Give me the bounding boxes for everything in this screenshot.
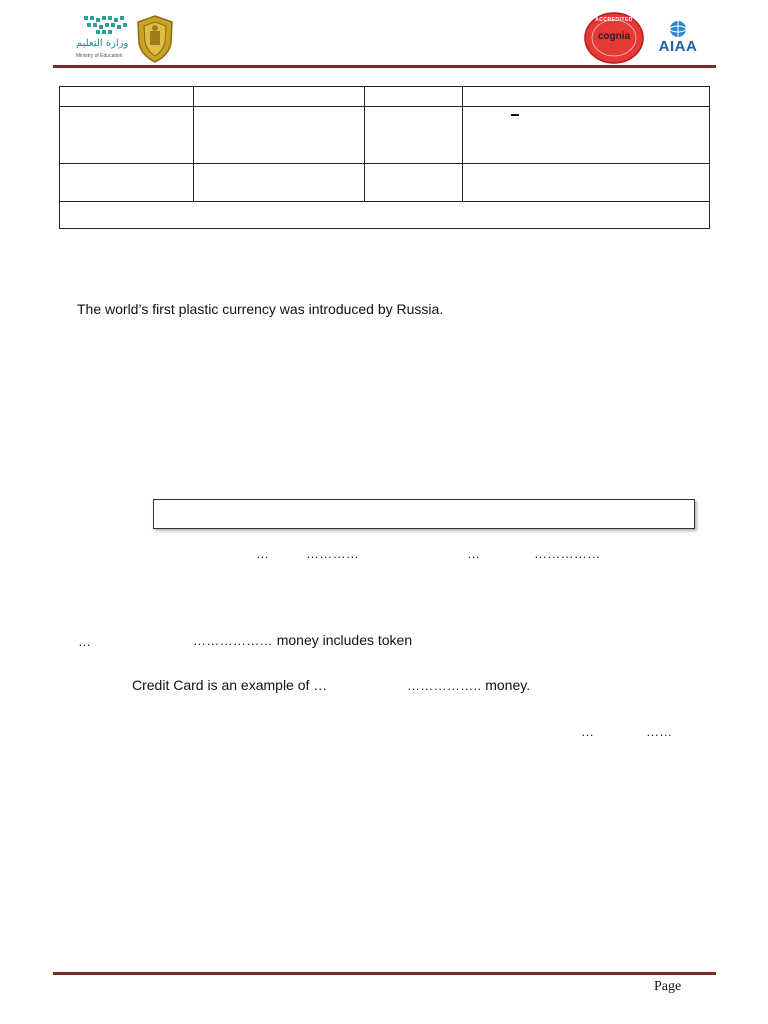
fill-in-sentence: Credit Card is an example of … [132, 677, 328, 693]
word-bank-box [153, 499, 695, 529]
header-rule [53, 65, 716, 68]
ministry-arabic-name: وزارة التعليم [76, 38, 129, 49]
fill-in-sentence [193, 632, 412, 649]
blank-dots: … [256, 546, 270, 561]
true-false-statement: The world’s first plastic currency was introduced by Russia. [77, 301, 444, 317]
blank-dots: ……………… [193, 633, 273, 648]
table-column-divider [364, 87, 365, 201]
page-label: Page [654, 979, 682, 994]
blank-dots: … [78, 634, 92, 649]
sentence-text: money includes token [276, 632, 413, 648]
table-column-divider [193, 87, 194, 201]
sentence-text: money. [485, 677, 531, 693]
ministry-dots-icon [82, 14, 130, 36]
footer-rule [53, 972, 716, 975]
table-row-divider [60, 201, 709, 202]
cognia-name: cognia [597, 31, 631, 42]
fill-in-sentence-end [407, 677, 530, 694]
blank-dots: … [581, 724, 595, 739]
aiaa-name: AIAA [658, 38, 698, 55]
blank-dots: …… [646, 724, 673, 739]
blank-dots: … [467, 546, 481, 561]
cognia-accredited-text: ACCREDITED [595, 17, 633, 23]
ministry-english-name: Ministry of Education [76, 53, 123, 59]
cognia-accreditation-badge [584, 12, 644, 64]
shield-crest-icon [136, 15, 174, 63]
blank-dots: …………… [534, 546, 601, 561]
blank-dots: …………….. [407, 678, 482, 693]
ministry-of-education-logo [74, 10, 132, 62]
globe-icon [652, 20, 704, 38]
table-row-divider [60, 106, 709, 107]
dash-mark [511, 114, 519, 116]
blank-dots: ………… [306, 546, 360, 561]
table-row-divider [60, 163, 709, 164]
aiaa-logo [652, 20, 704, 60]
table-column-divider [462, 87, 463, 201]
student-info-table [59, 86, 710, 229]
